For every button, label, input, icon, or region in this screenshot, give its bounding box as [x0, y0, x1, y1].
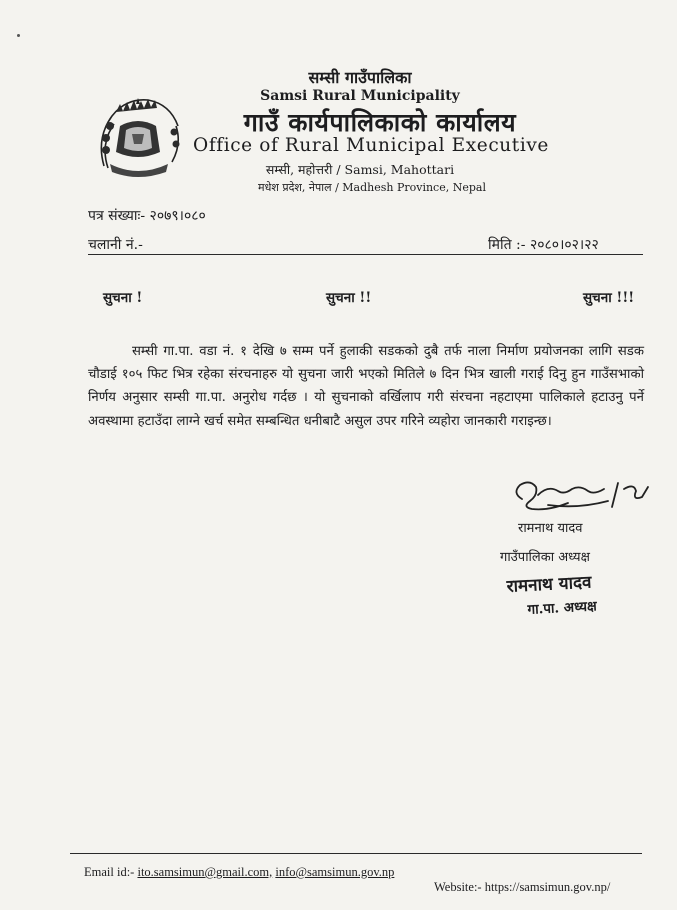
office-name-nepali: गाउँ कार्यपालिकाको कार्यालय — [243, 108, 517, 137]
notice-label-2: सुचना !! — [326, 290, 372, 306]
nepal-emblem-icon — [86, 86, 190, 182]
email-link-2[interactable]: info@samsimun.gov.np — [275, 865, 395, 879]
signatory-name: रामनाथ यादव — [518, 521, 583, 536]
email-link-1[interactable]: ito.samsimun@gmail.com, — [137, 865, 273, 879]
header-divider — [88, 254, 643, 255]
email-label: Email id:- — [84, 865, 135, 879]
letter-date: मिति :- २०८०।०२।२२ — [488, 237, 599, 253]
notice-label-3: सुचना !!! — [583, 290, 635, 306]
dispatch-number: चलानी नं.- — [88, 237, 143, 253]
footer-divider — [70, 853, 642, 854]
municipality-name-english: Samsi Rural Municipality — [260, 88, 460, 104]
footer-website[interactable]: Website:- https://samsimun.gov.np/ — [434, 880, 611, 894]
footer-email — [84, 865, 394, 880]
office-name-english: Office of Rural Municipal Executive — [193, 135, 549, 156]
province-line: मधेश प्रदेश, नेपाल / Madhesh Province, Nepal — [258, 181, 486, 194]
municipality-name-nepali: सम्सी गाउँपालिका — [308, 68, 412, 87]
handwritten-signature — [508, 475, 650, 519]
notice-body: सम्सी गा.पा. वडा नं. १ देखि ७ सम्म पर्ने हुलाकी सडकको दुबै तर्फ नाला निर्माण प्रयोजनका लागि सडक चौडाई १०५ फिट भित्र रहेका संरचनाहरु यो सुचना जारी भएको मितिले ७ दिन भित्र खाली गराई दिनु हुन गाउँसभाको निर्णय अनुसार सम्सी गा.पा. अनुरोध गर्दछ । यो सुचनाको वर्खिलाप गरी संरचना नहटाएमा पालिकाले हटाउनु पर्ने अवस्थामा हटाउँदा लाग्ने खर्च समेत सम्बन्धित धनीबाटै असुल उपर गरिने व्यहोरा जानकारी गराइन्छ। — [88, 344, 644, 429]
address-line: सम्सी, महोत्तरी / Samsi, Mahottari — [265, 162, 455, 177]
letter-reference-number: पत्र संख्याः- २०७९।०८० — [88, 208, 206, 224]
notice-label-1: सुचना ! — [103, 290, 143, 306]
stamp-name: रामनाथ यादव — [506, 572, 592, 597]
stamp-title: गा.पा. अध्यक्ष — [527, 598, 598, 618]
signatory-title: गाउँपालिका अध्यक्ष — [500, 550, 590, 565]
paper-speck — [17, 34, 20, 37]
